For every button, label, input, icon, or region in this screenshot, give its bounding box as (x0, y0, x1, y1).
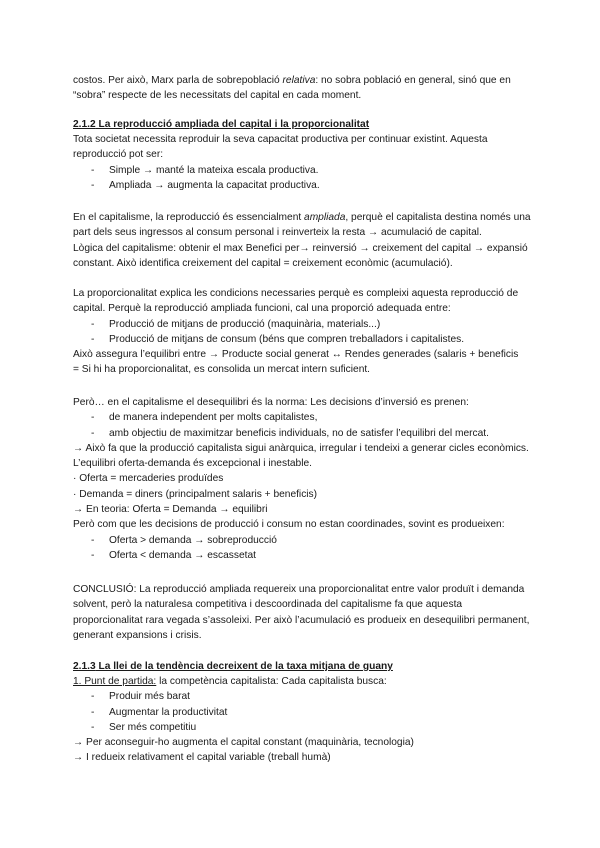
text-line: costos. Per això, Marx parla de sobrepoblació relativa: no sobra població en general, sinó que en (73, 75, 511, 86)
list-item: - Augmentar la productivitat (91, 706, 228, 718)
section-heading-2-1-2: 2.1.2 La reproducció ampliada del capital i la proporcionalitat (73, 119, 370, 130)
list-item: - Oferta < demanda → escassetat (91, 549, 256, 561)
starting-point-label: 1. Punt de partida: (73, 676, 157, 687)
list-item: - amb objectiu de maximitzar beneficis individuals, no de satisfer l’equilibri del mercat. (91, 427, 489, 439)
starting-point-section: 1. Punt de partida: la competència capitalista: Cada capitalista busca: - Produir més barat - Augmentar la productivitat - Ser més competitiu → Per aconseguir-ho augmenta el capital constant (maquinària, tecnologia) → I redueix relativament el capital variable (treball humà) (73, 674, 533, 766)
list-item: - Producció de mitjans de producció (maquinària, materials...) (91, 318, 381, 330)
list-item: - Ser més competitiu (91, 721, 197, 733)
section-heading-2-1-3: 2.1.3 La llei de la tendència decreixent de la taxa mitjana de guany (73, 661, 393, 672)
intro-paragraph (73, 73, 533, 104)
list-item: - de manera independent per molts capitalistes, (91, 412, 318, 424)
text-line: “sobra” respecte de les necessitats del capital en cada moment. (73, 90, 362, 102)
list-item: - Ampliada → augmenta la capacitat productiva. (91, 179, 320, 191)
list-item: - Producció de mitjans de consum (béns que compren treballadors i capitalistes. (91, 333, 465, 345)
reproduction-intro: Tota societat necessita reproduir la seva capacitat productiva per continuar existint. Aquesta reproducció pot ser: - Simple → manté la mateixa escala productiva. - Ampliada → augmenta la capacitat productiva. (73, 132, 533, 193)
conclusion-paragraph: CONCLUSIÓ: La reproducció ampliada requereix una proporcionalitat entre valor produït i demanda solvent, però la naturalesa competitiva i descoordinada del capitalisme fa que aquesta proporcionalitat rara vegada s’assoleixi. Per això l’acumulació es produeix en desequilibri permanent, generant expansions i crisis. (73, 584, 530, 641)
list-item: - Produir més barat (91, 691, 190, 703)
proportionality-paragraph: La proporcionalitat explica les condicions necessaries perquè es compleixi aquesta reproducció de capital. Perquè la reproducció ampliada funcioni, cal una proporció adequada entre: - Producció de mitjans de producció (maquinària, materials...) - Producció de mitjans de consum (béns que compren treballadors i capitalistes. Això assegura l’equilibri entre → Producte social generat ↔ Rendes generades (salaris + beneficis = Si hi ha proporcionalitat, es consolida un mercat intern suficient. (73, 286, 533, 378)
list-item: - Oferta > demanda → sobreproducció (91, 534, 277, 546)
list-item: - Simple → manté la mateixa escala productiva. (91, 164, 319, 176)
capitalism-paragraph: En el capitalisme, la reproducció és essencialment ampliada, perquè el capitalista destina només una part dels seus ingressos al consum personal i reinverteix la resta → acumulació de capital. Lògica del capitalisme: obtenir el max Benefici per→ reinversió → creixement del capital → expansió constant. Això identifica creixement del capital = creixement econòmic (acumulació). (73, 212, 531, 269)
disequilibrium-paragraph: Però… en el capitalisme el desequilibri és la norma: Les decisions d’inversió es prenen: - de manera independent per molts capitalistes, - amb objectiu de maximitzar beneficis individuals, no de satisfer l’equilibri del mercat. → Això fa que la producció capitalista sigui anàrquica, irregular i tendeixi a generar cicles econòmics. L’equilibri oferta-demanda és excepcional i inestable. · Oferta = mercaderies produïdes · Demanda = diners (principalment salaris + beneficis) → En teoria: Oferta = Demanda → equilibri Però com que les decisions de producció i consum no estan coordinades, sovint es produeixen: - Oferta > demanda → sobreproducció - Oferta < demanda → escassetat (73, 395, 533, 563)
